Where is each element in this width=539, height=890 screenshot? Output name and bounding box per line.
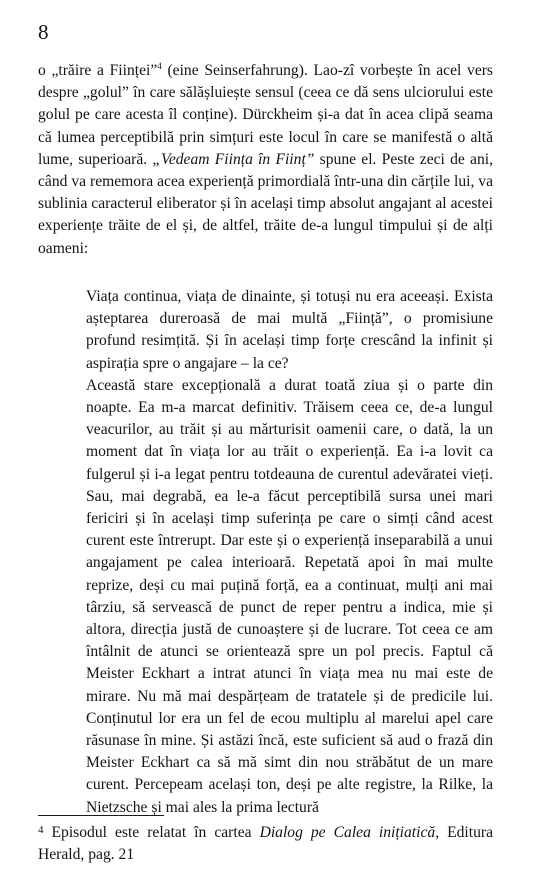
intro-text-a: (eine Seinserfahrung). Lao-zî vorbește în acel vers despre „golul” în care sălășluiește sensul (ceea ce dă sens ulciorului este golul pe care acesta îl conține). Dürckheim și-a dat în acea clipă seama că lumea perceptibilă prin simțuri este locul în care se manifestă o altă lume, superioară. <box>38 62 493 168</box>
footnote-text-before: Episodul este relatat în cartea <box>43 824 260 841</box>
intro-paragraph <box>38 60 493 260</box>
footnote-reference: 4 <box>157 61 162 71</box>
intro-text-b: spune el. Peste zeci de ani, când va rememora acea experiență primordială într-una din cărțile lui, va sublinia caracterul eliberator și în același timp absolut angajant al acestei experiențe trăite de el și, de altfel, trăite de-a lungul timpului și de alți oameni: <box>38 150 493 257</box>
footnote-marker: 4 <box>38 824 44 836</box>
footnote-book-title: Dialog pe Calea inițiatică <box>259 824 436 841</box>
quote-paragraph-2: Această stare excepțională a durat toată ziua și o parte din noapte. Ea m-a marcat definitiv. Trăisem ceea ce, de-a lungul veacurilor, au trăit și au mărturisit oamenii care, o dată, la un moment dat în viața lor au trăit o experiență. Ea i-a lovit ca fulgerul și i-a legat pentru totdeauna de curentul adevăratei vieți. Sau, mai degrabă, ea le-a făcut perceptibilă sursa unei mari fericiri și în același timp suferința pe care o simți când acest curent este întrerupt. Dar este și o experiență inseparabilă a unui angajament pe calea interioară. Repetată apoi în mai multe reprize, deși cu mai puțină forță, ea a continuat, mulți ani mai târziu, să servească de punct de reper pentru a indica, mie și altora, direcția justă de cunoaștere și de lucrare. Tot ceea ce am întâlnit de atunci se orientează spre un pol precis. Faptul că Meister Eckhart a intrat atunci în viața mea nu mai este de mirare. Nu mă mai despărțeam de tratatele și de predicile lui. Conținutul lor era un fel de ecou multiplu al marelui apel care răsunase în mine. Și astăzi încă, este suficient să aud o frază din Meister Eckhart ca să mă simt din nou străbătut de un mare curent. Percepeam același ton, deși pe alte registre, la Rilke, la Nietzsche și mai ales la prima lectură <box>86 376 493 816</box>
footnote <box>38 822 493 866</box>
page-number: 8 <box>38 20 49 44</box>
block-quote <box>86 286 493 819</box>
intro-text-start: o „trăire a Ființei” <box>38 62 158 79</box>
footnote-text-after: , Editura Herald, pag. 21 <box>38 824 493 863</box>
body-paragraph <box>38 60 493 260</box>
intro-quote-italic: „Vedeam Ființa în Ființ” <box>152 150 315 168</box>
footnote-divider <box>38 815 164 816</box>
quote-paragraph-1: Viața continua, viața de dinainte, și totuși nu era aceeași. Exista așteptarea dureroasă de mai multă „Ființă”, o promisiune profund resimțită. Și în același timp forțe crescând la infinit și aspirația spre o angajare – la ce? <box>86 288 493 372</box>
